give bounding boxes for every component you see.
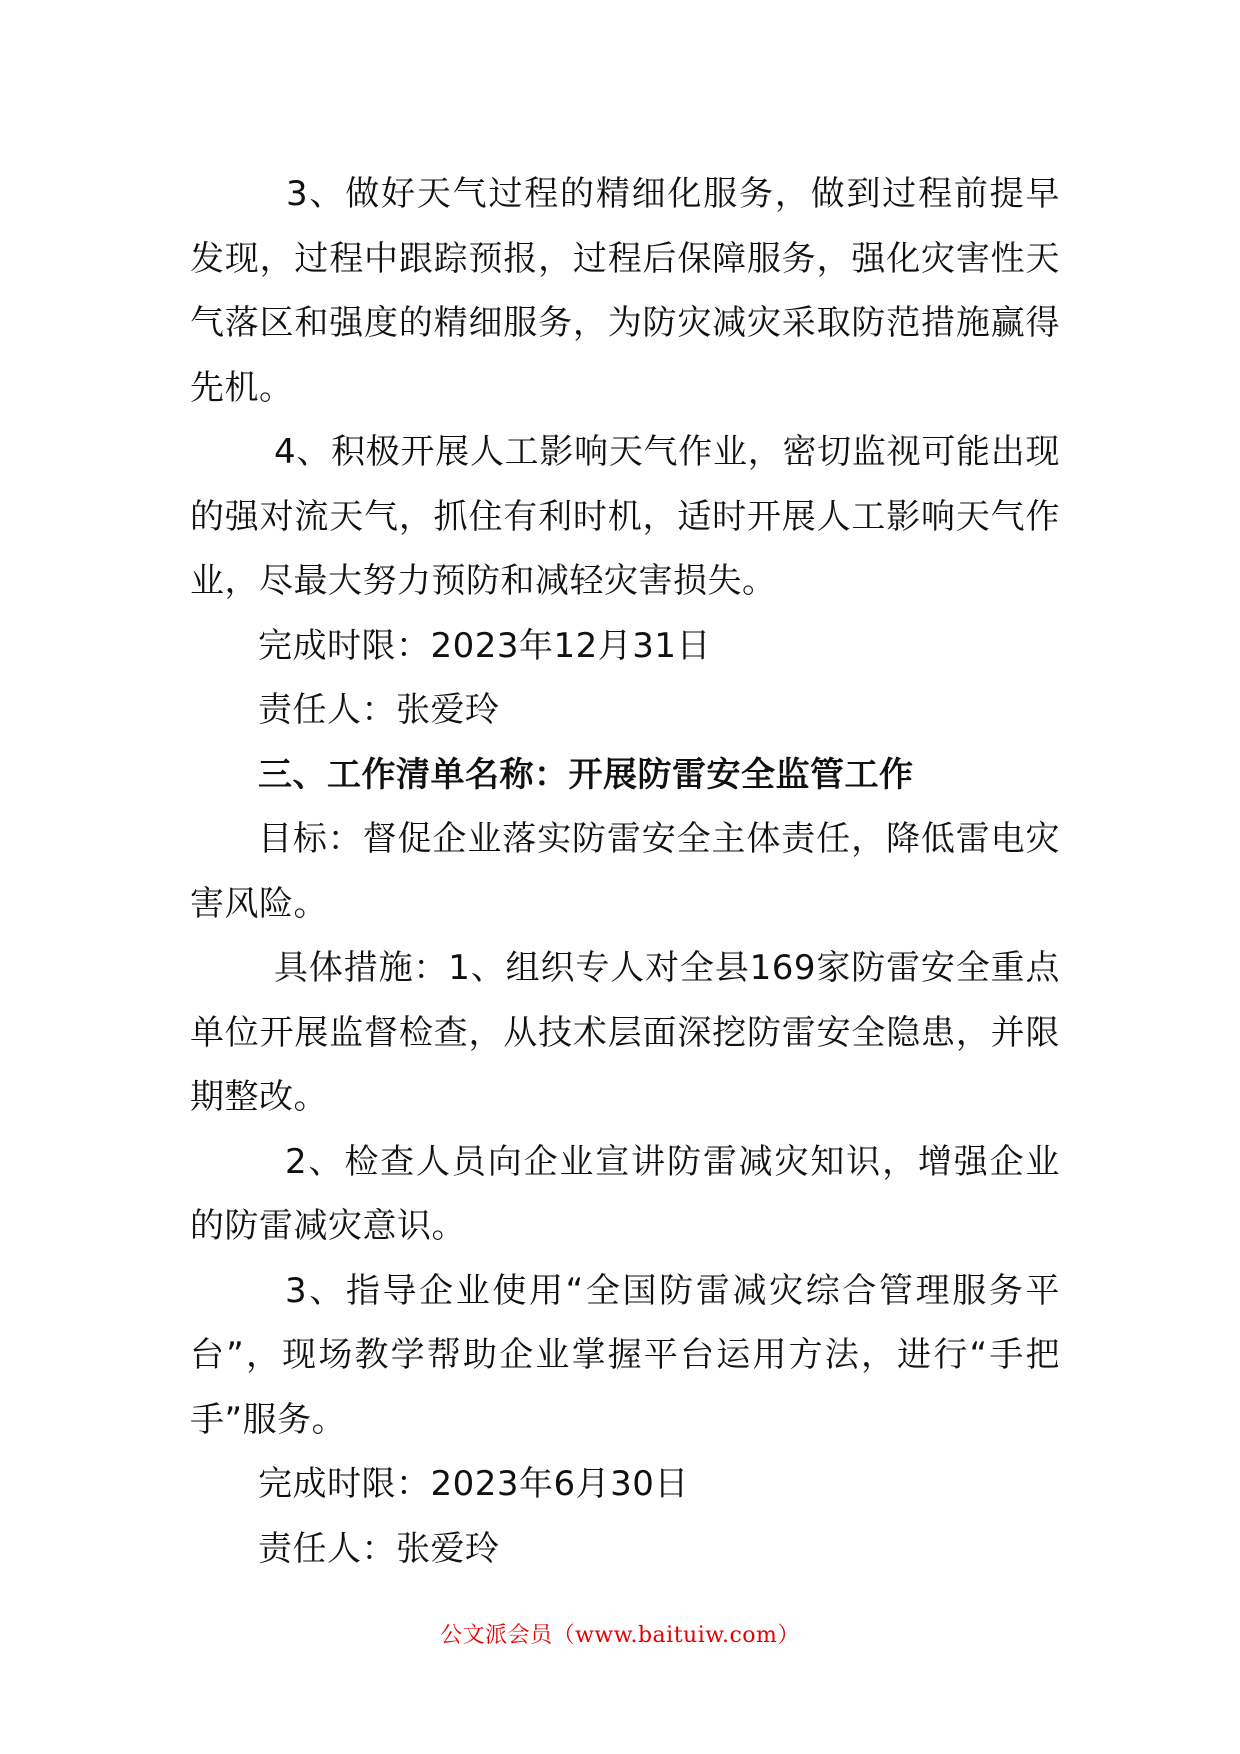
document-body bbox=[190, 162, 1060, 1581]
section-heading: 三、工作清单名称：开展防雷安全监管工作 bbox=[258, 754, 914, 795]
goal-paragraph: 目标：督促企业落实防雷安全主体责任，降低雷电灾害风险。 bbox=[190, 819, 1060, 924]
specific-measures-paragraph: 具体措施：1、组织专人对全县169家防雷安全重点单位开展监督检查，从技术层面深挖防雷安全隐患，并限期整改。 bbox=[190, 948, 1060, 1117]
footer-watermark: 公文派会员（www.baituiw.com） bbox=[440, 1623, 800, 1648]
measure-2-paragraph: 2、检查人员向企业宣讲防雷减灾知识，增强企业的防雷减灾意识。 bbox=[190, 1141, 1060, 1246]
deadline-line: 完成时限：2023年6月30日 bbox=[258, 1464, 689, 1504]
responsible-person-line: 责任人：张爱玲 bbox=[258, 1528, 500, 1569]
paragraph-measure-3: 3、做好天气过程的精细化服务，做到过程前提早发现，过程中跟踪预报，过程后保障服务，强化灾害性天气落区和强度的精细服务，为防灾减灾采取防范措施赢得先机。 bbox=[190, 174, 1060, 408]
deadline-line: 完成时限：2023年12月31日 bbox=[258, 625, 712, 666]
measure-3-paragraph: 3、指导企业使用“全国防雷减灾综合管理服务平台”，现场教学帮助企业掌握平台运用方法，进行“手把手”服务。 bbox=[190, 1270, 1060, 1440]
responsible-person-line: 责任人：张爱玲 bbox=[258, 690, 500, 730]
paragraph-measure-4: 4、积极开展人工影响天气作业，密切监视可能出现的强对流天气，抓住有利时机，适时开展人工影响天气作业，尽最大努力预防和减轻灾害损失。 bbox=[190, 432, 1060, 601]
